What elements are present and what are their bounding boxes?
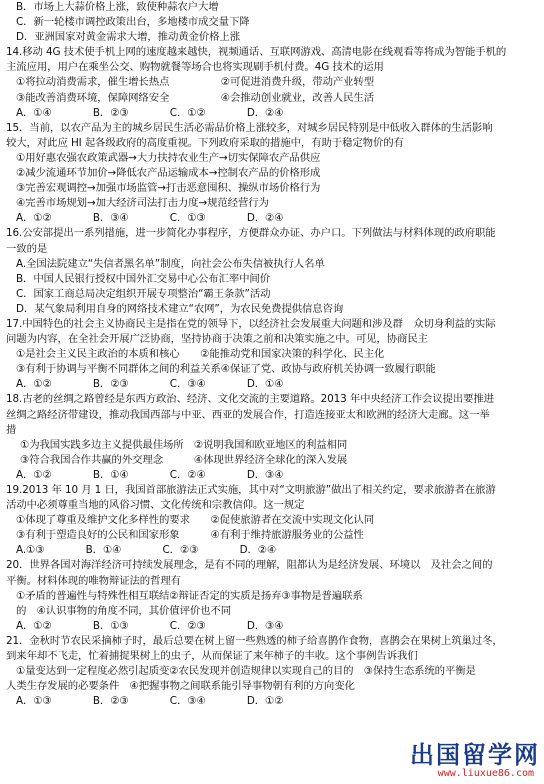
q16-stem: 一致的是 — [6, 242, 48, 255]
q21-choices: A．①③ B．②③ C．③④ D．①② — [16, 695, 284, 708]
q19-statements: ③有利于塑造良好的公民和国家形象 ④有利于维持旅游服务业的公益性 — [16, 529, 364, 542]
q14-statements: ③能改善消费环境，保障网络安全 ④会推动创业就业，改善人民生活 — [16, 91, 375, 104]
q14-stem: 14.移动 4G 技术使手机上网的速度越来越快，视频通话、互联网游戏、高清电影在线观看等将成为智能手机的 — [6, 46, 507, 59]
q18-statements: ③符合我国合作共赢的外交理念 ④体现世界经济全球化的深入发展 — [20, 453, 348, 466]
site-logo: 出国留学网 — [410, 741, 540, 769]
q20-choices: A．①② B．①③ C．②③ D．③④ — [16, 619, 284, 632]
q14-choices: A．①④ B．②③ C．①② D．②④ — [16, 106, 284, 119]
q16-option-c: C．国家工商总局决定组织开展专项整治“霸王条款”活动 — [16, 287, 271, 300]
q14-statements: ①将拉动消费需求，催生增长热点 ②可促进消费升级，带动产业转型 — [16, 76, 375, 89]
q20-stem: 20．世界各国对海洋经济可持续发展理念，是有不同的理解，阻都认为是经济发展、环境以 及社会之间的 — [6, 559, 493, 572]
q19-stem: 19.2013 年 10 月 1 日，我国首部旅游法正式实施，其中对“文明旅游”做出了相关约定，要求旅游者在旅游 — [6, 484, 496, 496]
q19-choices: A.①③ B．①④ C．②③ D．②④ — [16, 544, 277, 557]
q18-stem: 18.古老的丝绸之路曾经是东西方政治、经济、文化交流的主要道路。2013 年中央经济工作会议提出要推进 — [6, 393, 494, 406]
q17-stem: 17.中国特色的社会主义协商民主是指在党的领导下，以经济社会发展重大问题和涉及群 众切身利益的实际 — [6, 317, 496, 330]
q16-option-a: A.全国法院建立“失信者黑名单”制度，向社会公布失信被执行人名单 — [16, 257, 325, 270]
watermark-footer — [390, 742, 540, 782]
exam-document — [6, 0, 538, 709]
q15-stem: 较大，对此应 HI 起各级政府的高度重视。下列政府采取的措施中，有助于稳定物价的有 — [6, 136, 404, 149]
q20-statements: 的 ④认识事物的角度不同，其价值评价也不同 — [16, 604, 232, 617]
q16-stem: 16.公安部提出一系列措施，进一步简化办事程序，方便群众办证、办户口。下列做法与材料体现的政府职能 — [6, 227, 496, 240]
q16-option-b: B．中国人民银行授权中国外汇交易中心公布汇率中间价 — [16, 272, 271, 285]
q15-stem: 15．当前，以农产品为主的城乡居民生活必需品价格上涨较多，对城乡居民特别是中低收入群体的生活影响 — [6, 121, 493, 134]
q17-statements: ①是社会主义民主政治的本质和核心 ②能推动党和国家决策的科学化、民主化 — [16, 348, 385, 361]
q18-stem: 丝绸之路经济带建设，推动我国西部与中亚、西亚的发展合作，打造连接亚太和欧洲的经济大走廊。这一举 — [6, 408, 490, 421]
q21-stem: 21．金秋时节农民采摘柿子时，最后总要在树上留一些熟透的柿子给喜鹊作食物，喜鹊会在果树上筑巢过冬， — [6, 634, 503, 647]
site-url: www.liuxue86.com — [437, 768, 534, 779]
q21-stem: 到来年却不飞走，忙着捕捉果树上的虫子，从而保证了来年柿子的丰收。这个事例告诉我们 — [6, 650, 418, 663]
q15-statement: ④完善市场规划→加大经济司法打击力度→规范经营行为 — [16, 197, 269, 210]
q21-statements: 人类生存发展的必要条件 ④把握事物之间联系能引导事物朝有利的方向变化 — [6, 680, 355, 693]
q19-statements: ①体现了尊重及维护文化多样性的要求 ②促使旅游者在交流中实现文化认同 — [16, 514, 375, 527]
q16-option-d: D．某气象局利用自身的网络技术建立“农网”，为农民免费提供信息咨询 — [16, 302, 344, 315]
q15-statement: ①用好惠农强农政策武器→大力扶持农业生产→切实保障农产品供应 — [16, 151, 321, 164]
q20-stem: 平衡。材料体现的唯物辩证法的哲理有 — [6, 574, 181, 587]
q14-stem: 主流应用，用户在乘坐公交、购物就餐等场合也将实现刷手机付费。4G 技术的运用 — [6, 61, 384, 74]
q21-statements: ①量变达到一定程度必然引起质变②农民发现并创造规律以实现自己的目的 ③保持生态系统的平衡是 — [16, 665, 476, 678]
q19-stem: 活动中必须尊重当地的风俗习惯、文化传统和宗教信仰。这一规定 — [6, 499, 305, 512]
q15-choices: A．①② B．③④ C．①③ D．②④ — [16, 212, 284, 225]
q15-statement: ②减少流通环节加价→降低农产品运输成本→控制农产品的价格形成 — [16, 167, 321, 180]
q13-option-d: D．亚洲国家对黄金需求大增，推动黄金价格上涨 — [16, 31, 241, 44]
q17-stem: 问题为内容，在全社会开展广泛协商，坚持协商于决策之前和决策实施之中。可见，协商民主 — [6, 333, 428, 346]
q13-option-b: B．市场上大蒜价格上涨，致使种蒜农户大增 — [16, 1, 219, 13]
q13-option-c: C．新一轮楼市调控政策出台，多地楼市成交量下降 — [16, 16, 250, 29]
q18-stem: 措 — [6, 423, 17, 436]
q18-statements: ①为我国实践多边主义提供最佳场所 ②说明我国和欧亚地区的利益相同 — [20, 438, 348, 451]
q20-statements: ①矛盾的普遍性与特殊性相互联结②辩证否定的实质是扬弃③事物是普遍联系 — [16, 589, 363, 602]
q18-choices: A．①② B．①④ C．②④ D．③④ — [16, 468, 284, 481]
q17-choices: A．①② B．②③ C．③④ D．①④ — [16, 378, 284, 391]
q17-statements: ③有利于协调与平衡不同群体之间的利益关系④保证了党、政协与政府机关协调一致履行职能 — [16, 363, 436, 376]
q15-statement: ③完善宏观调控→加强市场监管→打击恶意囤积、操纵市场价格行为 — [16, 182, 321, 195]
